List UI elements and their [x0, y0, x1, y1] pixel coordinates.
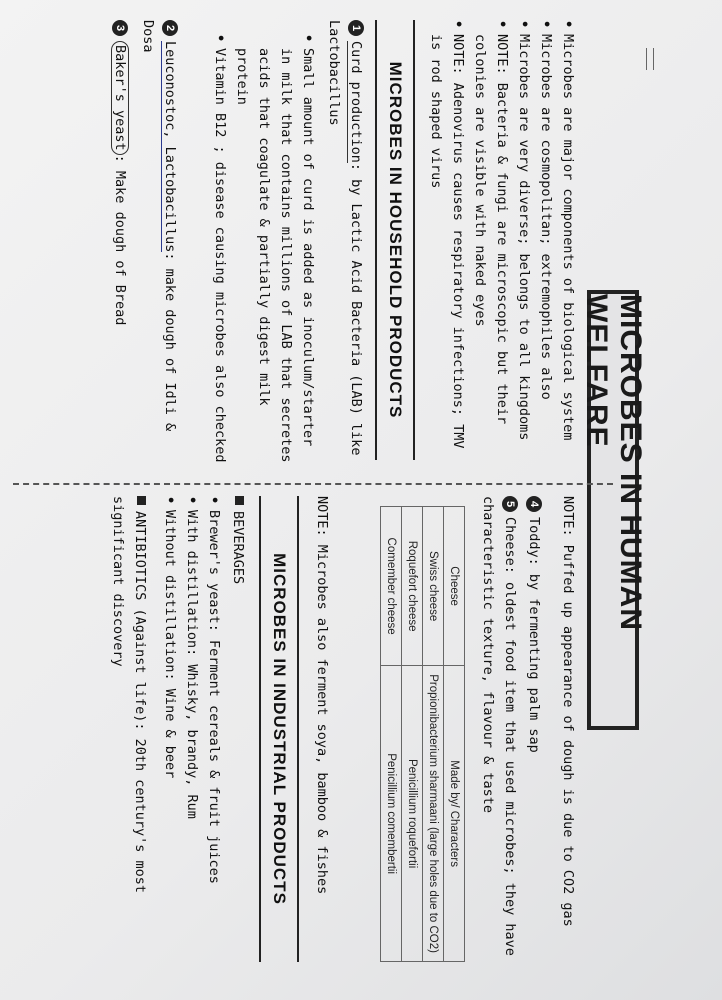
square-bullet-icon	[235, 496, 244, 505]
table-cell: Penicillium roquefortii	[402, 666, 423, 962]
curd-bullet: • Vitamin B12 ; disease causing microbes also checked	[209, 34, 231, 470]
table-header: Made by/ Characters	[444, 666, 465, 962]
curd-production-label: Curd production	[348, 41, 364, 163]
bakers-yeast-text: : Make dough of Bread	[112, 154, 128, 326]
table-cell: Comember cheese	[381, 507, 402, 666]
antibiotics-item	[107, 496, 151, 976]
curd-production-item	[323, 20, 367, 470]
toddy-label: Toddy	[526, 517, 542, 558]
bakers-yeast-label: Baker's yeast	[111, 41, 129, 155]
table-cell: Penicillium comembertii	[381, 666, 402, 962]
intro-item: • NOTE: Bacteria & fungi are microscopic but their colonies are visible with naked eyes	[469, 20, 513, 470]
leuconostoc-item	[137, 20, 181, 470]
toddy-item	[523, 496, 545, 976]
intro-list	[425, 20, 579, 470]
table-header: Cheese	[444, 507, 465, 666]
curd-bullet: • Small amount of curd is added as inoculum/starter in milk that contains millions of LAB that secretes acids that coagulate & partially digest milk protein	[231, 34, 319, 470]
table-cell: Roquefort cheese	[402, 507, 423, 666]
beverage-item: • With distillation: Whisky, brandy, Rum	[181, 496, 203, 976]
cheese-text: : oldest food item that used microbes; they have characteristic texture, flavour & taste	[480, 496, 518, 956]
industrial-heading: MICROBES IN INDUSTRIAL PRODUCTS	[259, 496, 299, 962]
antibiotics-text: ANTIBIOTICS (Against life): 20th century's most significant discovery	[110, 496, 148, 894]
curd-bullets	[209, 34, 319, 470]
square-bullet-icon	[137, 496, 146, 505]
leuconostoc-text: : make dough of Idli & Dosa	[140, 20, 178, 432]
note-ferment: NOTE: Microbes also ferment soya, bamboo & fishes	[314, 496, 330, 895]
intro-item: • Microbes are very diverse; belongs to all kingdoms	[513, 20, 535, 470]
table-cell: Propionibacterium sharmaani (large holes due to CO2)	[423, 666, 444, 962]
cheese-item	[477, 496, 521, 976]
number-badge: 1	[348, 20, 364, 36]
intro-item: • Microbes are major components of biological system	[557, 20, 579, 470]
beverages-text: BEVERAGES	[230, 511, 246, 585]
beverages-label	[227, 496, 249, 976]
beverage-item: • Without distillation: Wine & beer	[159, 496, 181, 976]
left-column	[0, 0, 661, 470]
leuconostoc-label: Leuconostoc, Lactobacillus	[162, 41, 178, 253]
note-puffed-dough: NOTE: Puffed up appearance of dough is due to CO2 gas	[560, 496, 576, 927]
beverage-item: • Brewer's yeast: Ferment cereals & fruit juices	[203, 496, 225, 976]
number-badge: 2	[162, 20, 178, 36]
right-column	[0, 496, 661, 986]
curd-production-text: : by Lactic Acid Bacteria (LAB) like Lactobacillus	[326, 20, 364, 456]
cheese-label: Cheese	[502, 517, 518, 566]
household-heading: MICROBES IN HOUSEHOLD PRODUCTS	[375, 20, 415, 460]
number-badge: 5	[502, 496, 518, 512]
column-divider	[13, 483, 613, 485]
beverage-list	[159, 496, 225, 976]
bakers-yeast-item	[109, 20, 131, 470]
table-cell: Swiss cheese	[423, 507, 444, 666]
page-title: MICROBES IN HUMAN WELFARE	[587, 290, 639, 730]
table-row	[423, 507, 444, 962]
intro-item: • NOTE: Adenovirus causes respiratory infections; TMV is rod shaped virus	[425, 20, 469, 470]
number-badge: 4	[526, 496, 542, 512]
cheese-table	[380, 506, 465, 962]
table-header-row	[444, 507, 465, 962]
table-row	[402, 507, 423, 962]
table-row	[381, 507, 402, 962]
intro-item: • Microbes are cosmopolitan; extremophiles also	[535, 20, 557, 470]
number-badge: 3	[112, 20, 128, 36]
toddy-text: : by fermenting palm sap	[526, 557, 542, 753]
